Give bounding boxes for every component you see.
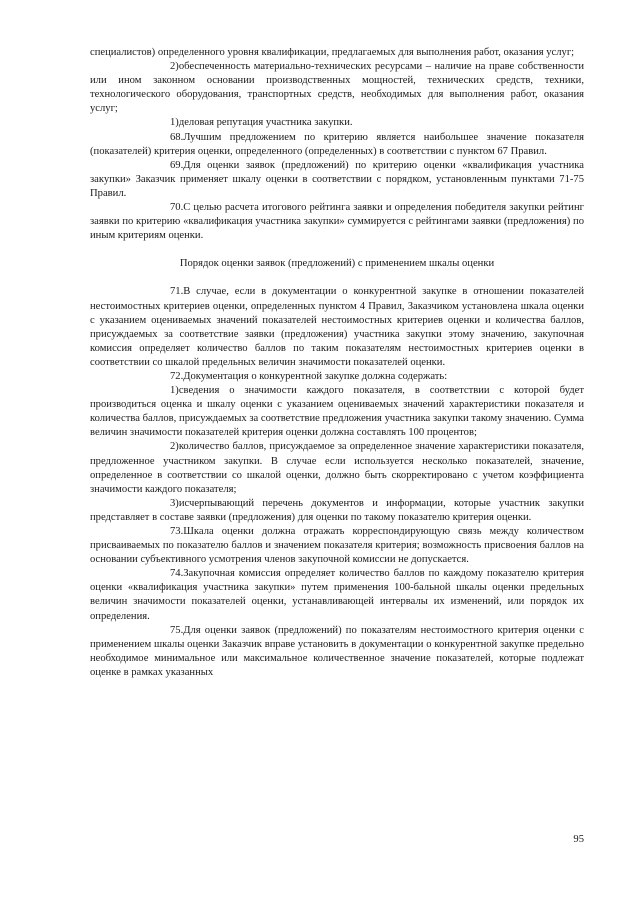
paragraph-text: Для оценки заявок (предложений) по критерию оценки «квалификация участника закупки» Заказчик применяет шкалу оценки в соответствии с порядком, установленным пунктами 71-75 Правил. — [90, 159, 584, 199]
paragraph-p3 — [90, 131, 584, 159]
paragraph-p2 — [90, 116, 584, 130]
paragraph-number: 73. — [170, 526, 184, 537]
paragraph-number: 1) — [170, 117, 179, 129]
paragraph-p8 — [90, 384, 584, 440]
paragraph-p1 — [90, 60, 584, 116]
paragraph-number: 69. — [170, 159, 184, 171]
paragraph-p10 — [90, 497, 584, 525]
paragraph-p11 — [90, 525, 584, 567]
document-body — [90, 46, 584, 680]
paragraph-text: Лучшим предложением по критерию является наибольшее значение показателя (показателей) критерия оценки, определенного (определенных) в соответствии с пунктом 67 Правил. — [90, 131, 584, 157]
paragraph-p7 — [90, 370, 584, 384]
paragraphs-bottom — [90, 285, 584, 680]
paragraph-number: 68. — [170, 131, 184, 143]
paragraph-p4 — [90, 159, 584, 201]
page-number: 95 — [573, 834, 584, 845]
paragraph-number: 71. — [170, 286, 184, 298]
paragraph-text: Шкала оценки должна отражать корреспондирующую связь между количеством присваиваемых по показателю баллов и значением показателя критерия; возможность присвоения баллов на основании субъективного усмотрения членов закупочной комиссии не допускается. — [90, 526, 584, 566]
paragraph-text: обеспеченность материально-технических ресурсами – наличие на праве собственности или ином законном основании производственных мощностей, технических средств, техники, технологического оборудования, транспортных средств, необходимых для выполнения работ, оказания услуг; — [90, 61, 584, 115]
paragraph-number: 72. — [170, 370, 184, 382]
paragraph-p6 — [90, 285, 584, 370]
paragraph-text: количество баллов, присуждаемое за определенное значение характеристики показателя, предложенное участником закупки. В случае если используется несколько показателей, значение, определенное в соответствии со шкалой оценки, должно быть скорректировано с учетом коэффициента значимости каждого показателя; — [90, 441, 584, 495]
paragraph-text: Закупочная комиссия определяет количество баллов по каждому показателю критерия оценки «квалификация участника закупки» путем применения 100-бальной шкалы оценки предельных величин значимости показателей оценки, устанавливающей интервалы их изменений, или порядок их определения. — [90, 568, 584, 622]
paragraphs-top — [90, 46, 584, 243]
paragraph-p13 — [90, 624, 584, 680]
paragraph-p9 — [90, 440, 584, 496]
paragraph-number: 74. — [170, 568, 184, 580]
paragraph-number: 75. — [170, 624, 184, 636]
paragraph-p5 — [90, 201, 584, 243]
paragraph-number: 3) — [170, 497, 179, 509]
paragraph-text: В случае, если в документации о конкурентной закупке в отношении показателей нестоимостных критериев оценки, определенных пунктом 4 Правил, Заказчиком установлена шкала оценки с указанием оцениваемых значений показателей нестоимостных критериев оценки и количества баллов, присуждаемых за соответствие заявки (предложения) участника закупки этому значению, закупочная комиссия определяет количество баллов по таким показателям нестоимостных критериев оценки в соответствии со шкалой предельных величин значимости показателей оценки. — [90, 286, 584, 368]
paragraph-number: 2) — [170, 441, 179, 453]
section-heading: Порядок оценки заявок (предложений) с применением шкалы оценки — [179, 258, 495, 270]
paragraph-text: сведения о значимости каждого показателя, в соответствии с которой будет производиться оценка и шкалу оценки с указанием оцениваемых значений характеристики показателя и количества баллов, присуждаемых за соответствие предложения участника закупки такому значению. Сумма величин значимости показателей критерия оценки должна составлять 100 процентов; — [90, 385, 584, 439]
paragraph-number: 70. — [170, 202, 184, 214]
paragraph-p0 — [90, 46, 584, 60]
paragraph-text: исчерпывающий перечень документов и информации, которые участник закупки представляет в составе заявки (предложения) для оценки по такому показателю критерия оценки. — [90, 497, 584, 523]
paragraph-number: 2) — [170, 61, 179, 73]
paragraph-p12 — [90, 567, 584, 623]
paragraph-text: Документация о конкурентной закупке должна содержать: — [183, 370, 448, 382]
paragraph-text: деловая репутация участника закупки. — [178, 117, 353, 129]
paragraph-text: специалистов) определенного уровня квалификации, предлагаемых для выполнения работ, оказания услуг; — [90, 47, 575, 58]
paragraph-text: С целью расчета итогового рейтинга заявки и определения победителя закупки рейтинг заявки по критерию «квалификация участника закупки» суммируется с рейтингами заявки (предложения) по иным критериям оценки. — [90, 202, 584, 242]
paragraph-text: Для оценки заявок (предложений) по показателям нестоимостного критерия оценки с применением шкалы оценки Заказчик вправе установить в документации о конкурентной закупке предельно необходимое минимальное или максимальное количественное значение показателей, которые подлежат оценке в рамках указанных — [90, 624, 584, 678]
paragraph-number: 1) — [170, 385, 179, 397]
